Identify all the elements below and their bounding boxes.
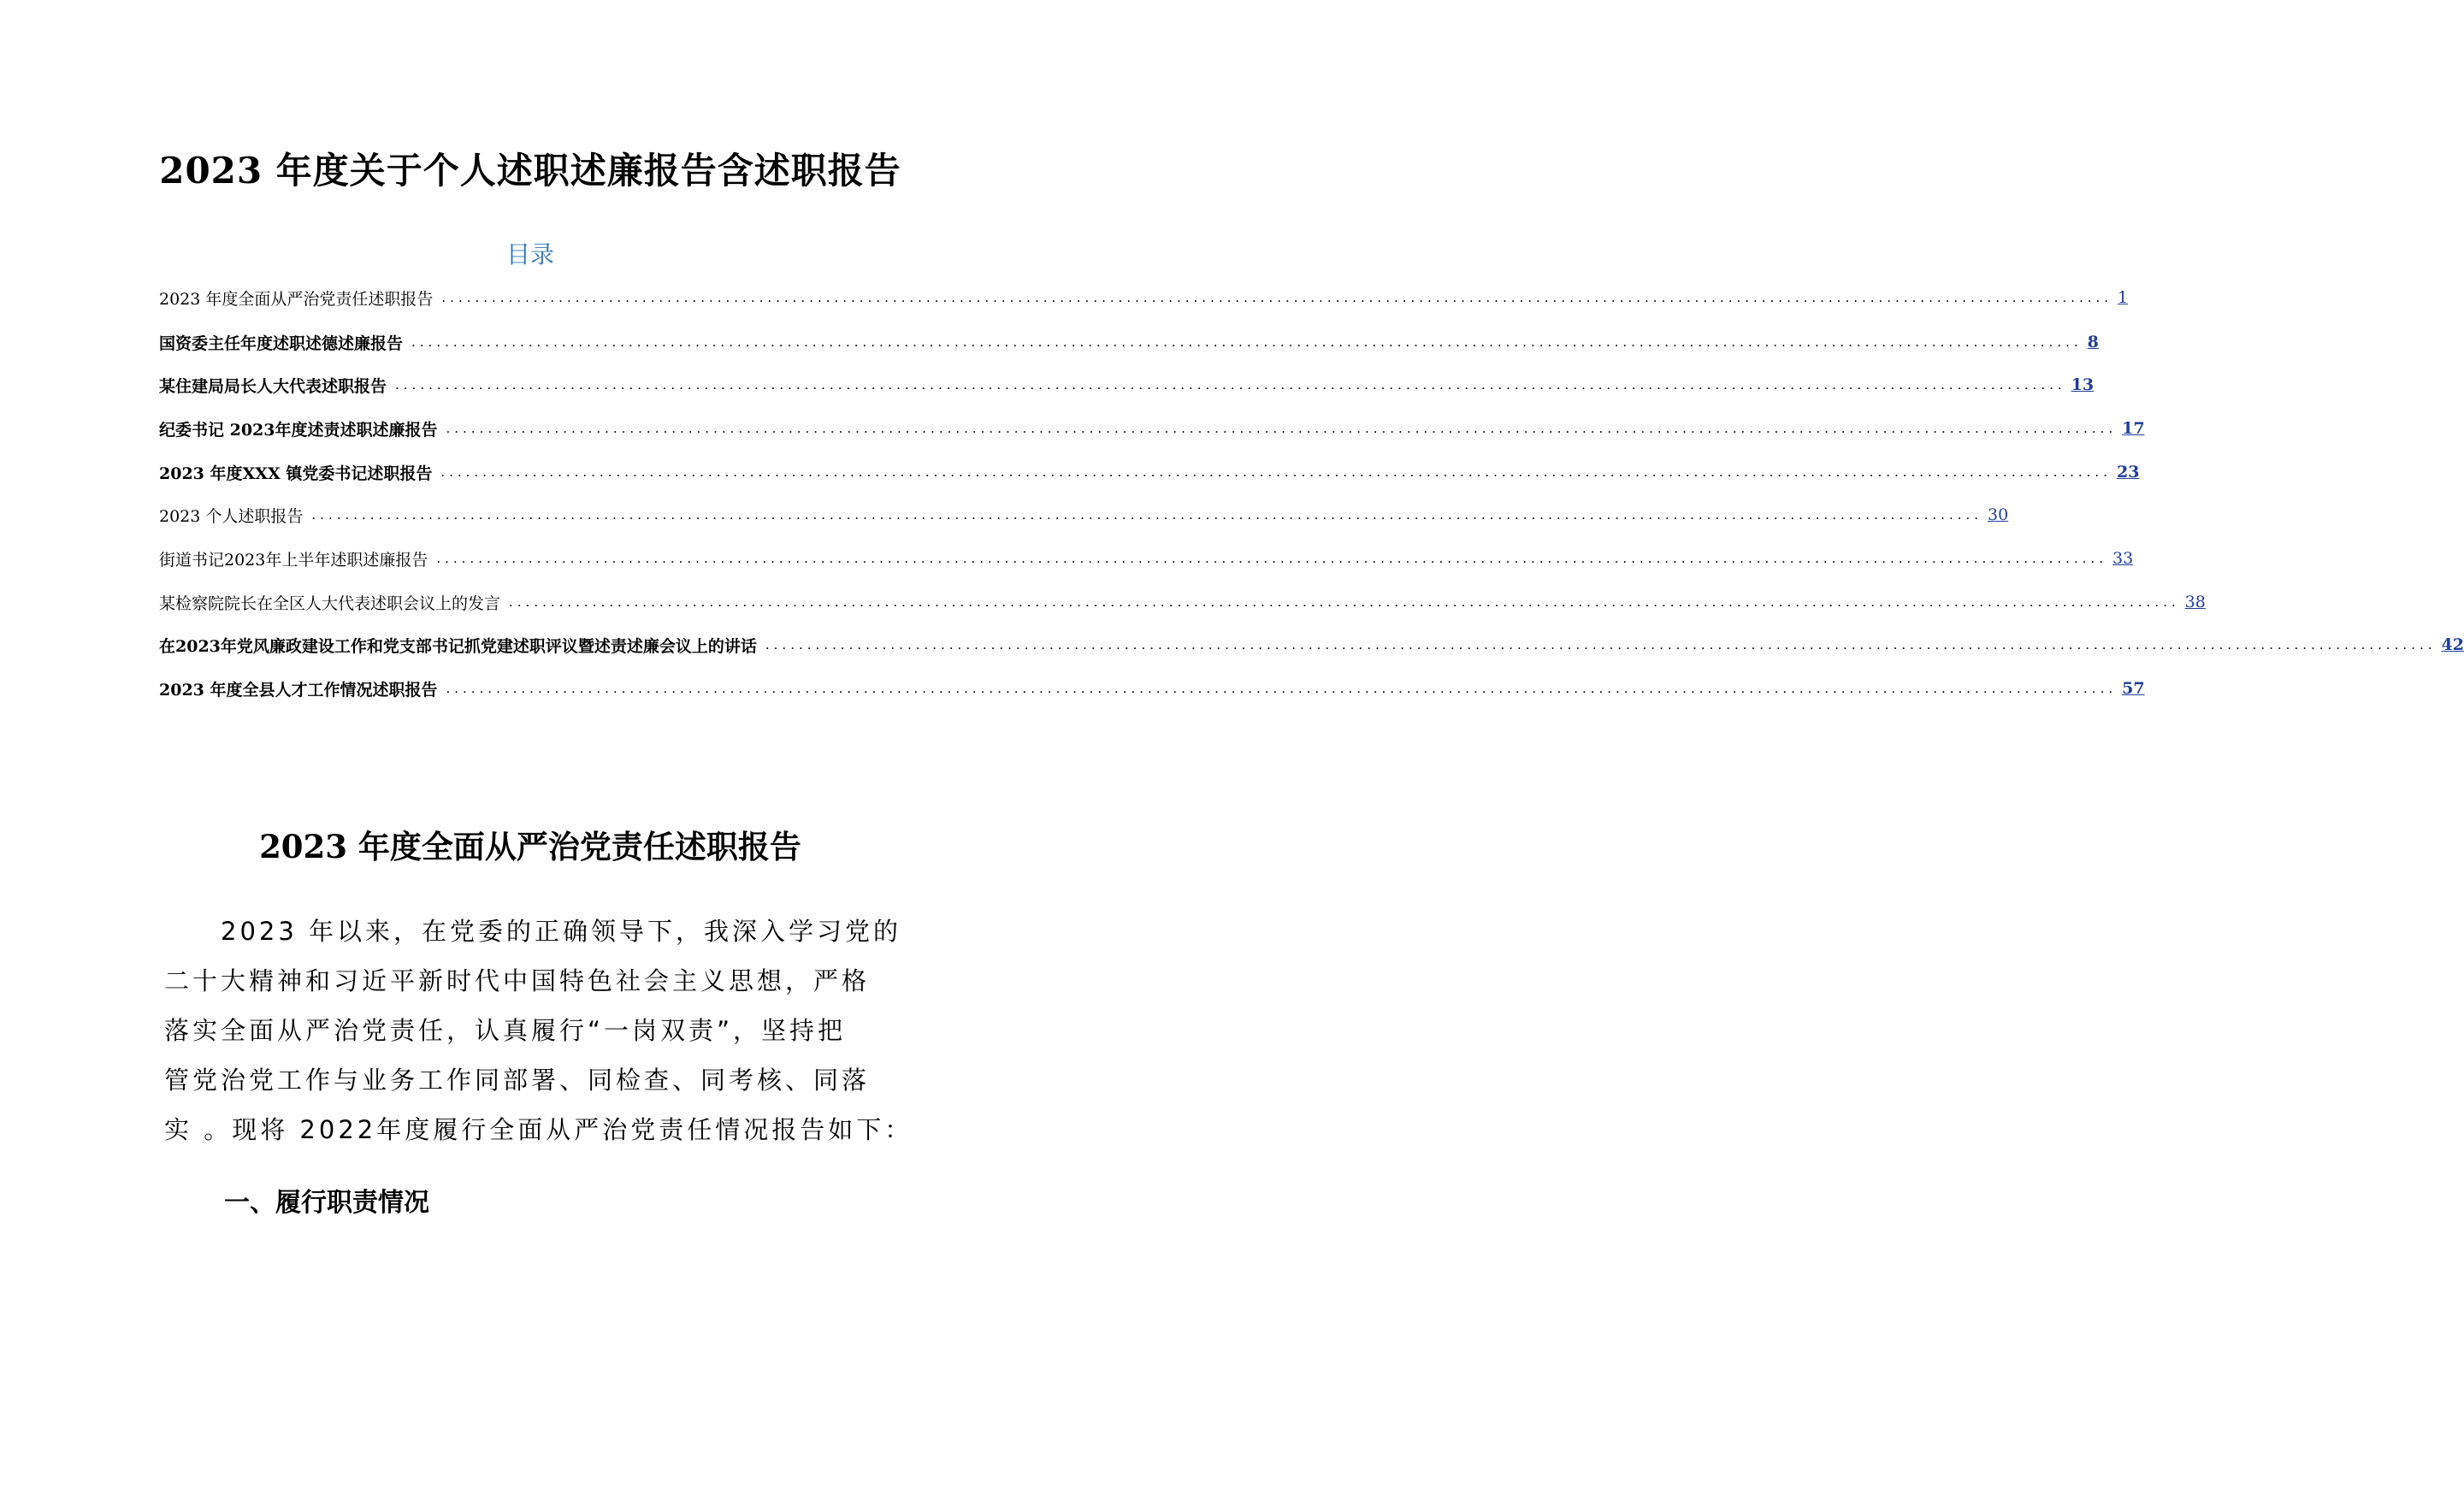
toc-entry-label: 2023 个人述职报告 — [159, 506, 304, 526]
toc-page-link[interactable]: 42 — [2441, 635, 2464, 654]
toc-entry-label: 街道书记2023年上半年述职述廉报告 — [159, 550, 428, 570]
toc-dot-leader: ........................................................................................................................................................................................................ — [446, 681, 2118, 696]
toc-dot-leader: ........................................................................................................................................................................................................ — [411, 334, 2083, 350]
toc-page-link[interactable]: 23 — [2116, 463, 2140, 481]
toc-entry-label: 2023 年度XXX 镇党委书记述职报告 — [159, 464, 433, 483]
toc-entry-label: 在2023年党风廉政建设工作和党支部书记抓党建述职评议暨述责述廉会议上的讲话 — [159, 636, 757, 656]
toc-page-link[interactable]: 57 — [2122, 679, 2145, 698]
toc-entry[interactable] — [159, 498, 2009, 532]
paragraph-line: 落实全面从严治党责任，认真履行“一岗双责”，坚持把 — [164, 1016, 847, 1045]
toc-page-link[interactable]: 30 — [1988, 505, 2009, 524]
paragraph-line: 管党治党工作与业务工作同部署、同检查、同考核、同落 — [164, 1066, 871, 1095]
toc-page-link[interactable]: 1 — [2118, 288, 2129, 307]
toc-entry[interactable] — [159, 455, 2140, 489]
toc-entry[interactable] — [159, 325, 2099, 359]
toc-entry[interactable] — [159, 368, 2095, 402]
toc-entry[interactable] — [159, 585, 2206, 619]
toc-page-link[interactable]: 38 — [2184, 593, 2206, 611]
toc-page-link[interactable]: 17 — [2122, 419, 2145, 438]
paragraph-line: 二十大精神和习近平新时代中国特色社会主义思想，严格 — [164, 966, 871, 995]
toc-page-link[interactable]: 33 — [2112, 549, 2134, 568]
toc-dot-leader: ........................................................................................................................................................................................................ — [436, 551, 2107, 566]
section-subheading: 一、履行职责情况 — [224, 1188, 429, 1218]
toc-dot-leader: ........................................................................................................................................................................................................ — [441, 290, 2113, 305]
toc-entry-label: 纪委书记 2023年度述责述职述廉报告 — [159, 420, 438, 440]
toc-entry-label: 2023 年度全面从严治党责任述职报告 — [159, 289, 434, 309]
toc-entry-label: 国资委主任年度述职述德述廉报告 — [159, 334, 404, 353]
toc-page-link[interactable]: 13 — [2071, 375, 2095, 394]
toc-heading: 目录 — [505, 240, 554, 269]
toc-dot-leader: ........................................................................................................................................................................................................ — [311, 507, 1983, 523]
toc-entry-label: 某检察院院长在全区人大代表述职会议上的发言 — [159, 594, 501, 613]
toc-dot-leader: ........................................................................................................................................................................................................ — [509, 594, 2180, 610]
toc-dot-leader: ........................................................................................................................................................................................................ — [446, 421, 2118, 436]
toc-entry-label: 某住建局局长人大代表述职报告 — [159, 376, 387, 396]
toc-entry-label: 2023 年度全县人才工作情况述职报告 — [159, 680, 438, 700]
paragraph-line: 2023 年以来，在党委的正确领导下，我深入学习党的 — [164, 917, 902, 946]
section-title: 2023 年度全面从严治党责任述职报告 — [259, 828, 801, 865]
toc-entry[interactable] — [159, 541, 2134, 576]
document-title: 2023 年度关于个人述职述廉报告含述职报告 — [159, 150, 901, 192]
paragraph-line: 实 。现将 2022年度履行全面从严治党责任情况报告如下： — [164, 1115, 913, 1144]
toc-dot-leader: ........................................................................................................................................................................................................ — [395, 377, 2066, 393]
body-paragraph — [164, 906, 913, 1155]
toc-dot-leader: ........................................................................................................................................................................................................ — [765, 637, 2437, 653]
toc-entry[interactable] — [159, 281, 2129, 315]
toc-entry[interactable] — [159, 671, 2145, 706]
toc-page-link[interactable]: 8 — [2087, 333, 2099, 351]
toc-dot-leader: ........................................................................................................................................................................................................ — [440, 464, 2112, 480]
toc-entry[interactable] — [159, 411, 2145, 446]
toc-entry[interactable] — [159, 628, 2464, 662]
